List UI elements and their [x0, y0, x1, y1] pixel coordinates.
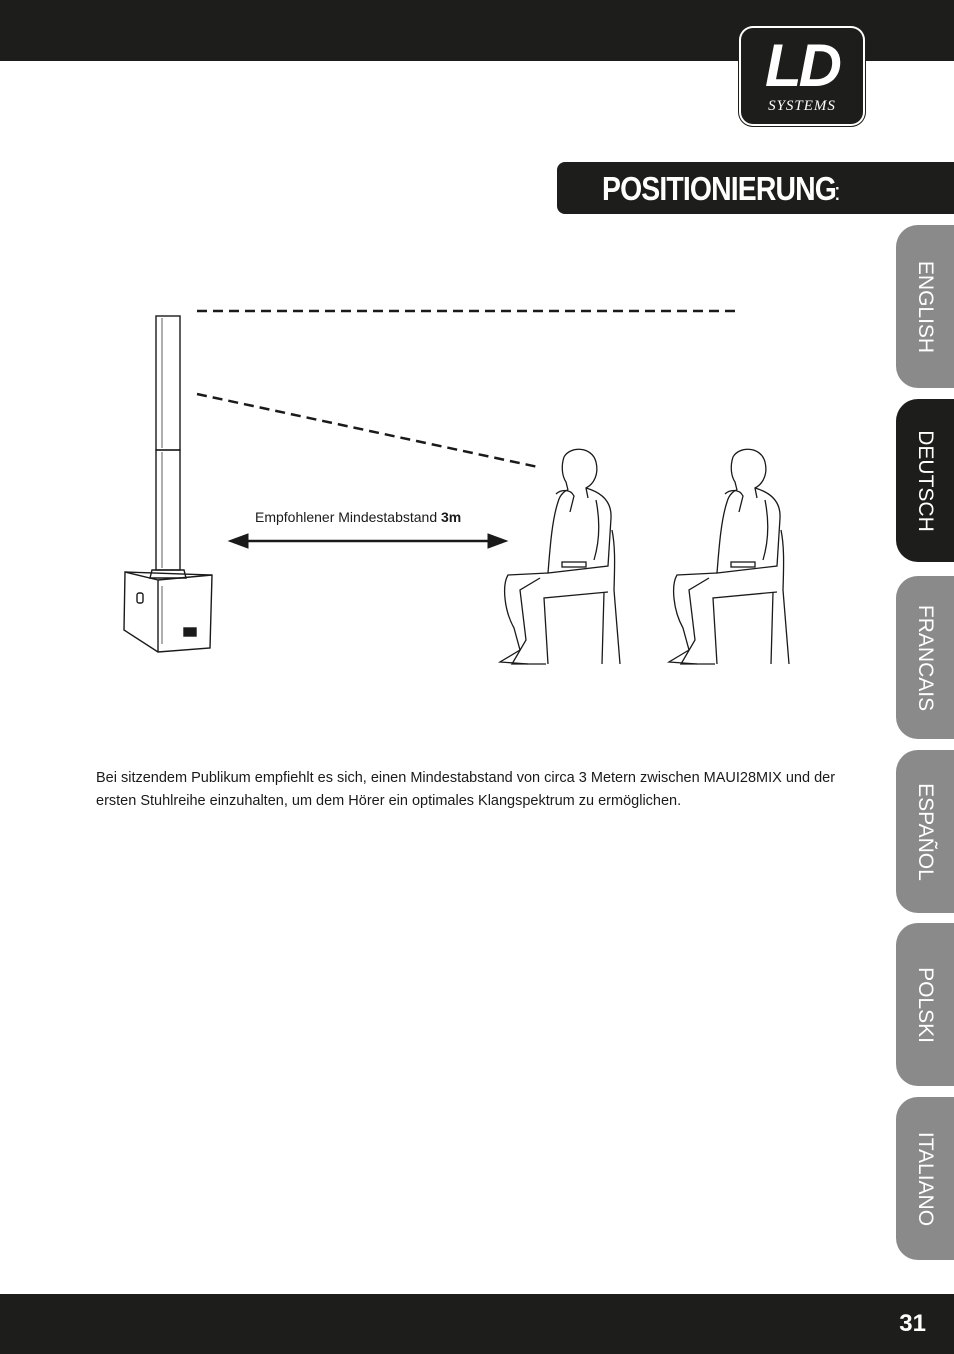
tab-espanol[interactable] [896, 750, 954, 913]
tab-francais-label: FRANCAIS [914, 604, 937, 711]
distance-text: Empfohlener Mindestabstand [255, 509, 438, 525]
logo-systems-text: SYSTEMS [768, 98, 836, 114]
tab-polski-label: POLSKI [914, 966, 937, 1043]
page-number: 31 [899, 1310, 926, 1337]
seated-person-icon [500, 449, 620, 664]
heading-colon: : [834, 179, 841, 206]
heading-title: POSITIONIERUNG [602, 170, 836, 207]
seated-person-icon-2 [669, 449, 789, 664]
logo-ld-text: LD [765, 32, 839, 99]
sound-dispersion-lines [197, 311, 740, 467]
positioning-paragraph: Bei sitzendem Publikum empfiehlt es sich, einen Mindestabstand von circa 3 Metern zwischen MAUI28MIX und der ersten Stuhlreihe einzuhalten, um dem Hörer ein optimales Klangspektrum zu ermöglichen. [96, 769, 836, 809]
distance-value: 3m [441, 509, 462, 525]
speaker-column-icon [124, 316, 212, 652]
tab-english-label: ENGLISH [914, 260, 937, 353]
tab-italiano[interactable] [896, 1097, 954, 1260]
tab-espanol-label: ESPAÑOL [914, 782, 937, 881]
tab-deutsch-label: DEUTSCH [914, 429, 937, 532]
distance-label [255, 509, 461, 525]
distance-arrow [229, 534, 507, 548]
tab-polski[interactable] [896, 923, 954, 1086]
bottom-bar [0, 1294, 954, 1354]
tab-italiano-label: ITALIANO [914, 1131, 937, 1226]
